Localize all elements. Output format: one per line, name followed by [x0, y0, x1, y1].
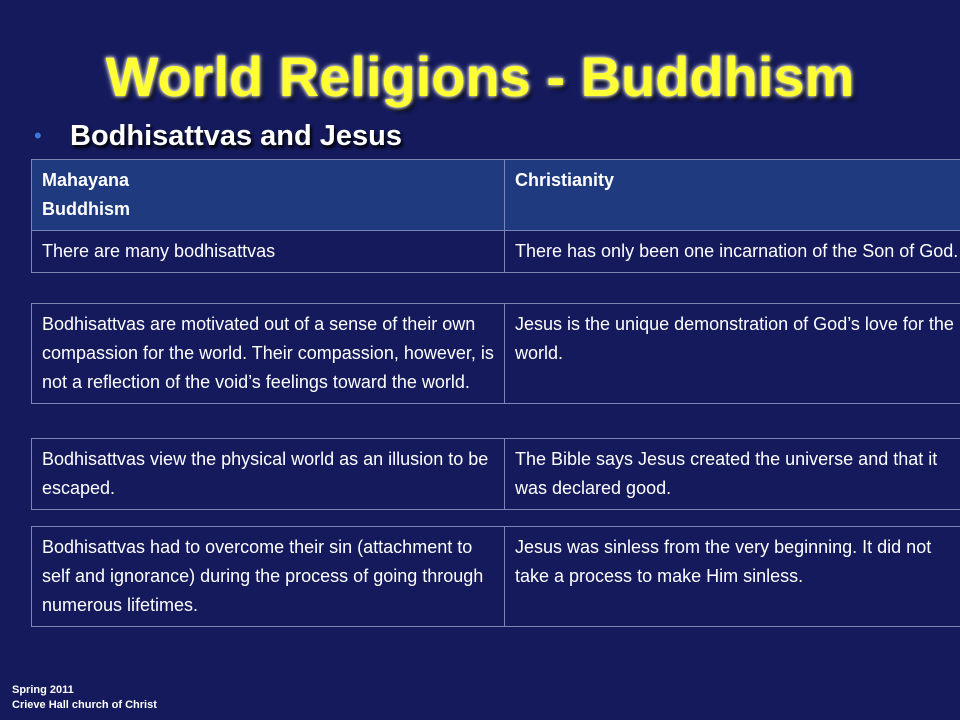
comparison-table-header	[31, 159, 960, 273]
comparison-table-2	[31, 303, 960, 404]
row3-left-cell: Bodhisattvas view the physical world as an illusion to be escaped.	[32, 439, 505, 510]
bullet-item	[34, 116, 402, 156]
row2-left-cell: Bodhisattvas are motivated out of a sense of their own compassion for the world. Their compassion, however, is not a reflection of the void’s feelings toward the world.	[32, 304, 505, 404]
slide-title: World Religions - Buddhism	[105, 45, 855, 108]
header-left-line2: Buddhism	[42, 199, 130, 219]
table-header-row	[32, 160, 960, 231]
header-cell-christianity: Christianity	[505, 160, 960, 231]
bullet-icon: •	[34, 123, 42, 148]
footer-date: Spring 2011	[12, 684, 74, 696]
table-row	[32, 439, 960, 510]
footer	[12, 683, 157, 713]
table-row	[32, 231, 960, 273]
footer-organization: Crieve Hall church of Christ	[12, 699, 157, 711]
row2-right-cell: Jesus is the unique demonstration of God’s love for the world.	[505, 304, 960, 404]
row3-right-cell: The Bible says Jesus created the universe and that it was declared good.	[505, 439, 960, 510]
bullet-text: Bodhisattvas and Jesus	[70, 119, 402, 152]
table-row	[32, 527, 960, 627]
comparison-table-3	[31, 438, 960, 510]
header-cell-buddhism	[32, 160, 505, 231]
row1-left-cell: There are many bodhisattvas	[32, 231, 505, 273]
comparison-table-4	[31, 526, 960, 627]
row4-left-cell: Bodhisattvas had to overcome their sin (attachment to self and ignorance) during the process of going through numerous lifetimes.	[32, 527, 505, 627]
table-row	[32, 304, 960, 404]
row4-right-cell: Jesus was sinless from the very beginning. It did not take a process to make Him sinless.	[505, 527, 960, 627]
header-left-line1: Mahayana	[42, 170, 130, 190]
row1-right-cell: There has only been one incarnation of the Son of God.	[505, 231, 960, 273]
